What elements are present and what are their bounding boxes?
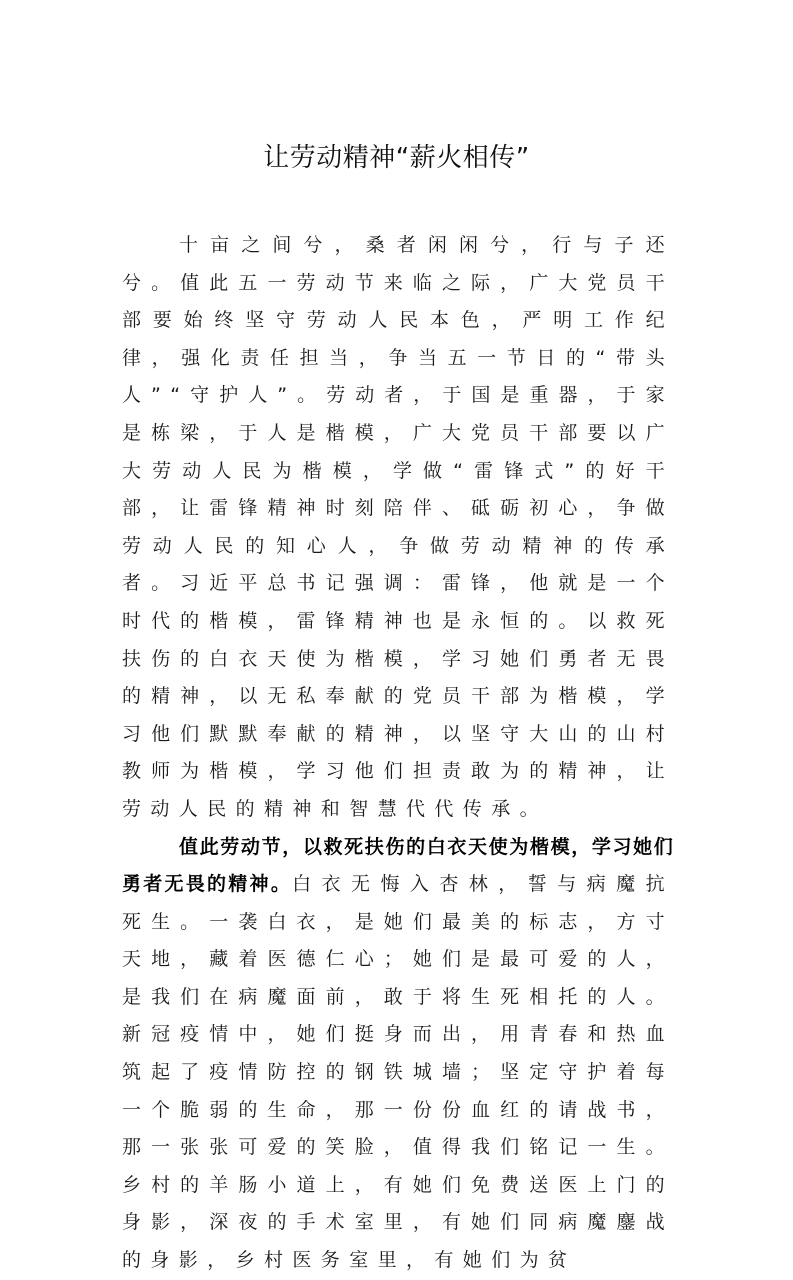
paragraph-2 [122,829,674,1280]
paragraph-2-lead-bold: 值此劳动节，以救死扶伤的白衣天使为楷模，学习她们勇者无畏的精神。 [122,835,674,896]
paragraph-1-text: 十亩之间兮，桑者闲闲兮，行与子还兮。值此五一劳动节来临之际，广大党员干部要始终坚守劳动人民本色，严明工作纪律，强化责任担当，争当五一节日的“带头人”“守护人”。劳动者，于国是重器，于家是栋梁，于人是楷模，广大党员干部要以广大劳动人民为楷模，学做“雷锋式”的好干部，让雷锋精神时刻陪伴、砥砺初心，争做劳动人民的知心人，争做劳动精神的传承者。习近平总书记强调：雷锋，他就是一个时代的楷模，雷锋精神也是永恒的。以救死扶伤的白衣天使为楷模，学习她们勇者无畏的精神，以无私奉献的党员干部为楷模，学习他们默默奉献的精神，以坚守大山的山村教师为楷模，学习他们担责敢为的精神，让劳动人民的精神和智慧代代传承。 [122,234,674,820]
paragraph-2-text: 白衣无悔入杏林，誓与病魔抗死生。一袭白衣，是她们最美的标志，方寸天地，藏着医德仁心；她们是最可爱的人，是我们在病魔面前，敢于将生死相托的人。新冠疫情中，她们挺身而出，用青春和热血筑起了疫情防控的钢铁城墙；坚定守护着每一个脆弱的生命，那一份份血红的请战书，那一张张可爱的笑脸，值得我们铭记一生。乡村的羊肠小道上，有她们免费送医上门的身影，深夜的手术室里，有她们同病魔鏖战的身影，乡村医务室里，有她们为贫 [122,873,674,1272]
paragraph-1 [122,227,674,829]
document-title: 让劳动精神“薪火相传” [263,143,530,173]
